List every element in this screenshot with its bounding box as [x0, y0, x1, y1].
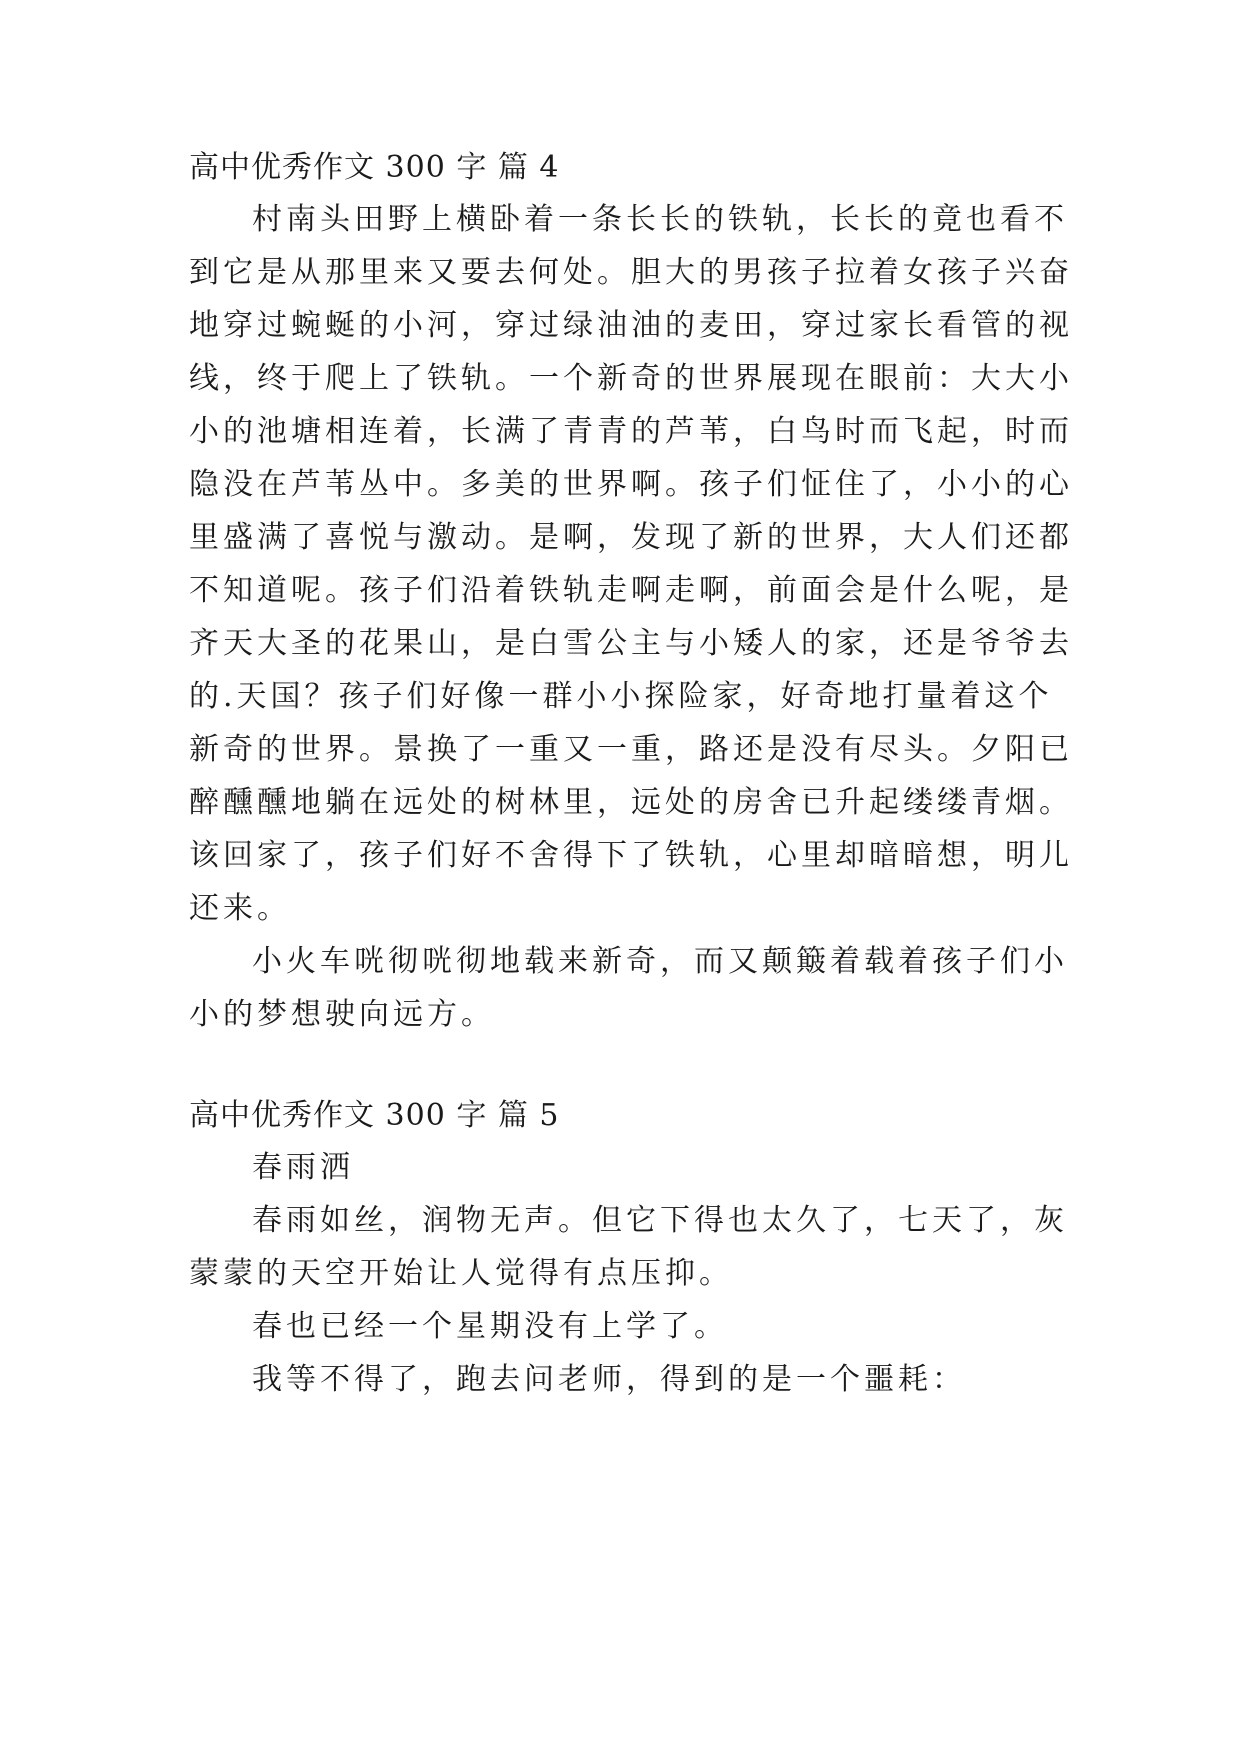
paragraph-line: 我等不得了，跑去问老师，得到的是一个噩耗：: [252, 1362, 966, 1397]
paragraph-line: 小的池塘相连着，长满了青青的芦苇，白鸟时而飞起，时而: [189, 414, 1073, 449]
paragraph-line: 春也已经一个星期没有上学了。: [252, 1309, 728, 1344]
paragraph-line: 醉醺醺地躺在远处的树林里，远处的房舍已升起缕缕青烟。: [189, 785, 1073, 820]
paragraph-line: 该回家了，孩子们好不舍得下了铁轨，心里却暗暗想，明儿: [189, 838, 1073, 873]
paragraph-line: 村南头田野上横卧着一条长长的铁轨，长长的竟也看不: [252, 202, 1068, 237]
paragraph-line: 齐天大圣的花果山，是白雪公主与小矮人的家，还是爷爷去: [189, 626, 1073, 661]
paragraph-line: 里盛满了喜悦与激动。是啊，发现了新的世界，大人们还都: [189, 520, 1073, 555]
paragraph-line: 春雨洒: [252, 1150, 354, 1185]
paragraph-line: 线，终于爬上了铁轨。一个新奇的世界展现在眼前：大大小: [189, 361, 1073, 396]
section-heading: 高中优秀作文 300 字 篇 4: [189, 150, 560, 185]
paragraph-line: 到它是从那里来又要去何处。胆大的男孩子拉着女孩子兴奋: [189, 255, 1073, 290]
paragraph-line: 不知道呢。孩子们沿着铁轨走啊走啊，前面会是什么呢，是: [189, 573, 1073, 608]
paragraph-line: 还来。: [189, 891, 291, 926]
paragraph-line: 的.天国？孩子们好像一群小小探险家，好奇地打量着这个: [189, 679, 1053, 714]
paragraph-line: 新奇的世界。景换了一重又一重，路还是没有尽头。夕阳已: [189, 732, 1073, 767]
paragraph-line: 小火车咣彻咣彻地载来新奇，而又颠簸着载着孩子们小: [252, 944, 1068, 979]
paragraph-line: 蒙蒙的天空开始让人觉得有点压抑。: [189, 1256, 733, 1291]
paragraph-line: 隐没在芦苇丛中。多美的世界啊。孩子们怔住了，小小的心: [189, 467, 1073, 502]
paragraph-line: 地穿过蜿蜒的小河，穿过绿油油的麦田，穿过家长看管的视: [189, 308, 1073, 343]
paragraph-line: 春雨如丝，润物无声。但它下得也太久了，七天了，灰: [252, 1203, 1068, 1238]
section-heading: 高中优秀作文 300 字 篇 5: [189, 1098, 560, 1133]
paragraph-line: 小的梦想驶向远方。: [189, 997, 495, 1032]
